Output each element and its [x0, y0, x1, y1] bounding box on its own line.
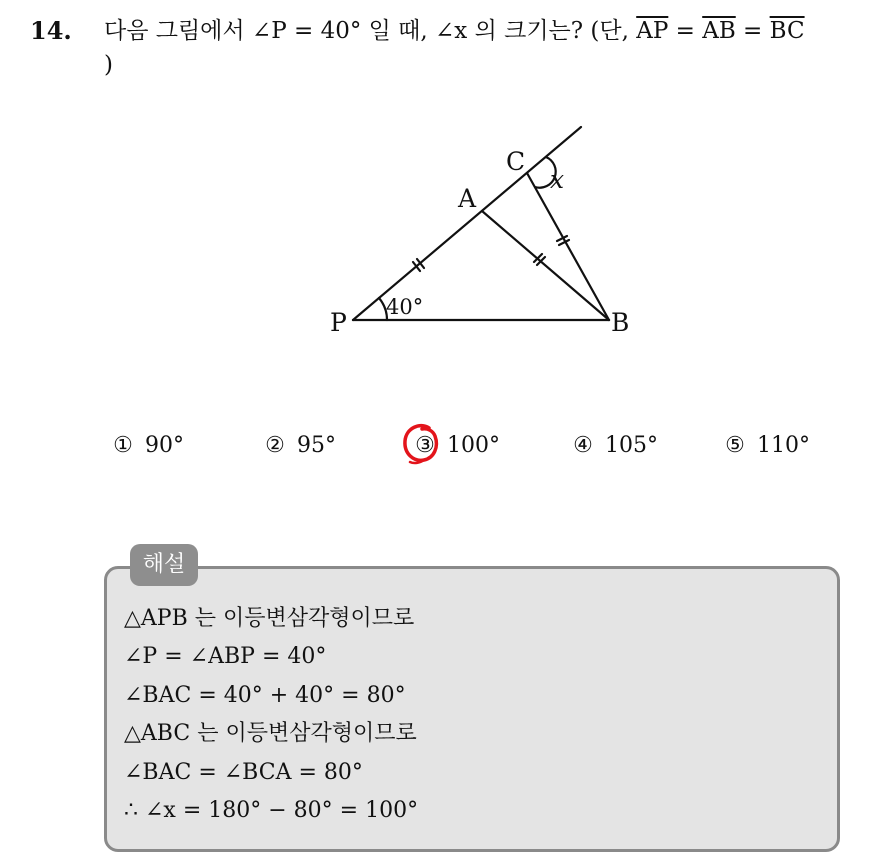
segment-ap: $\overline{AP}$	[636, 18, 669, 44]
line-p-ray	[353, 127, 581, 320]
choice-1[interactable]	[108, 426, 184, 466]
question	[30, 14, 870, 82]
choice-value: 110°	[757, 433, 810, 458]
choice-3[interactable]	[410, 426, 500, 466]
label-c: C	[506, 147, 526, 176]
explanation-tab: 해설	[130, 544, 198, 586]
choice-number: ④	[573, 433, 593, 458]
choice-value: 90°	[145, 433, 184, 458]
choice-5[interactable]	[720, 426, 810, 466]
equals-1: =	[668, 18, 703, 44]
choice-value: 105°	[605, 433, 658, 458]
question-number: 14.	[30, 16, 72, 45]
choice-number: ③	[415, 433, 435, 458]
question-text-main: 다음 그림에서 ∠P = 40° 일 때, ∠x 의 크기는? (단,	[104, 18, 637, 44]
choice-number: ⑤	[725, 433, 745, 458]
label-x: x	[550, 165, 565, 194]
equals-2: =	[735, 18, 770, 44]
angle-label-p: 40°	[386, 295, 424, 319]
explanation-line: ∠P = ∠ABP = 40°	[124, 644, 327, 670]
explanation-line: ∴ ∠x = 180° − 80° = 100°	[124, 798, 419, 824]
explanation-line: ∠BAC = 40° + 40° = 80°	[124, 682, 406, 708]
explanation-line: ∠BAC = ∠BCA = 80°	[124, 759, 363, 785]
explanation-line: △ABC 는 이등변삼각형이므로	[124, 721, 417, 747]
label-a: A	[458, 184, 477, 213]
choice-value: 100°	[447, 433, 500, 458]
line-a-b	[482, 211, 609, 320]
choice-4[interactable]	[568, 426, 658, 466]
segment-ab: $\overline{AB}$	[702, 18, 736, 44]
explanation-text	[124, 600, 824, 830]
choice-number: ①	[113, 433, 133, 458]
triangle-figure	[300, 115, 630, 355]
red-circle-mark-icon	[402, 423, 440, 465]
segment-bc: $\overline{BC}$	[769, 18, 805, 44]
answer-choices	[108, 426, 828, 466]
choice-2[interactable]	[260, 426, 336, 466]
label-b: B	[611, 308, 630, 337]
explanation-line: △APB 는 이등변삼각형이므로	[124, 606, 415, 631]
line-c-b	[527, 173, 609, 320]
choice-number: ②	[265, 433, 285, 458]
question-text	[104, 14, 870, 82]
question-close-paren: )	[104, 52, 113, 78]
label-p: P	[330, 308, 347, 337]
choice-value: 95°	[297, 433, 336, 458]
